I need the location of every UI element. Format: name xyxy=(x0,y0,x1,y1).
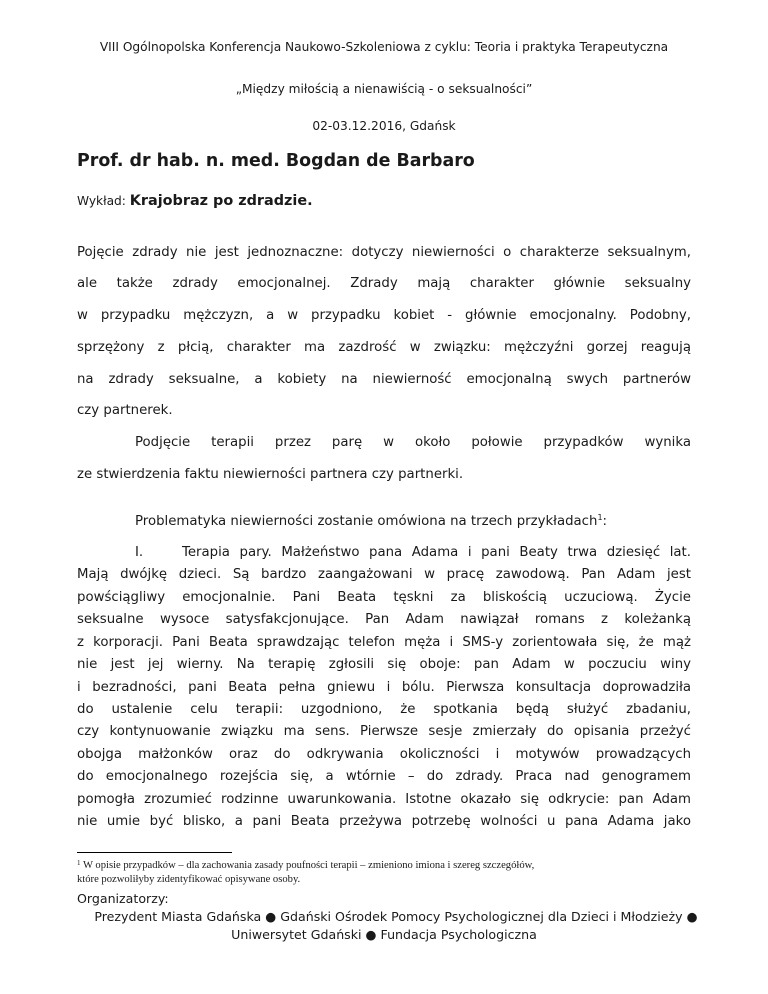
paragraph-line: seksualne wysoce satysfakcjonujące. Pan Adam nawiązał romans z koleżanką xyxy=(77,612,691,628)
footnote-ref: 1 xyxy=(597,513,603,522)
intro-end: : xyxy=(602,514,608,529)
paragraph-line: Mają dwójkę dzieci. Są bardzo zaangażowani w pracę zawodową. Pan Adam jest xyxy=(77,567,691,583)
paragraph-line: pomogła zrozumieć rodzinne uwarunkowania. Istotne okazało się odkrycie: pan Adam xyxy=(77,791,691,807)
paragraph-line: w przypadku mężczyzn, a w przypadku kobiet - głównie emocjonalny. Podobny, xyxy=(77,308,691,323)
lecture-title: Krajobraz po zdradzie. xyxy=(129,193,313,209)
paragraph-line: czy partnerek. xyxy=(77,403,173,418)
paragraph-line: i bezradności, pani Beata pełna gniewu i bólu. Pierwsza konsultacja doprowadziła xyxy=(77,679,691,695)
intro-text: Problematyka niewierności zostanie omówiona na trzech przykładach xyxy=(135,514,598,529)
paragraph-line: do ustalenie celu terapii: uzgodniono, że spotkania będą służyć zbadaniu, xyxy=(77,701,691,717)
organizers-label: Organizatorzy: xyxy=(77,891,169,906)
paragraph-line: do emocjonalnego rozejścia się, a wtórnie – do zdrady. Praca nad genogramem xyxy=(77,769,691,785)
paragraph-line: sprzężony z płcią, charakter ma zazdrość w związku: mężczyźni gorzej reagują xyxy=(77,340,691,355)
footnote-line: które pozwoliłyby zidentyfikować opisywane osoby. xyxy=(77,874,301,885)
conference-header: VIII Ogólnopolska Konferencja Naukowo-Szkoleniowa z cyklu: Teoria i praktyka Terapeutyczna xyxy=(99,40,669,54)
paragraph-intro xyxy=(135,513,749,529)
footnote-line xyxy=(77,859,717,871)
paragraph-line: Pojęcie zdrady nie jest jednoznaczne: dotyczy niewierności o charakterze seksualnym, xyxy=(77,245,691,260)
footnote-text: W opisie przypadków – dla zachowania zasady poufności terapii – zmieniono imiona i szereg szczegółów, xyxy=(82,860,535,871)
lecture-line xyxy=(77,193,313,209)
case-number: I. xyxy=(135,545,144,560)
conference-theme: „Między miłością a nienawiścią - o seksualności” xyxy=(235,82,533,96)
organizers-line: Uniwersytet Gdański ● Fundacja Psychologiczna xyxy=(231,927,537,942)
paragraph-line: ale także zdrady emocjonalnej. Zdrady mają charakter głównie seksualny xyxy=(77,276,691,291)
paragraph-line: ze stwierdzenia faktu niewierności partnera czy partnerki. xyxy=(77,467,464,482)
footnote-divider xyxy=(77,852,232,853)
paragraph-line: obojga małżonków oraz do odkrywania okoliczności i motywów prowadzących xyxy=(77,746,691,762)
paragraph-line: Podjęcie terapii przez parę w około połowie przypadków wynika xyxy=(135,435,691,450)
paragraph-line: powściągliwy emocjonalnie. Pani Beata tęskni za bliskością uczuciową. Życie xyxy=(77,589,691,605)
speaker-name: Prof. dr hab. n. med. Bogdan de Barbaro xyxy=(77,151,475,171)
footnote-mark: 1 xyxy=(77,859,81,867)
paragraph-line: nie jest jej wierny. Na terapię zgłosili się oboje: pan Adam w poczuciu winy xyxy=(77,657,691,673)
lecture-label: Wykład: xyxy=(77,194,126,208)
organizers-line: Prezydent Miasta Gdańska ● Gdański Ośrodek Pomocy Psychologicznej dla Dzieci i Młodzieży ● xyxy=(94,909,698,924)
paragraph-line: czy kontynuowanie związku ma sens. Pierwsze sesje zmierzały do opisania przeżyć xyxy=(77,724,691,740)
paragraph-line: na zdrady seksualne, a kobiety na niewierność emocjonalną swych partnerów xyxy=(77,372,691,387)
paragraph-line: z korporacji. Pani Beata sprawdzając telefon męża i SMS-y zorientowała się, że mąż xyxy=(77,634,691,650)
paragraph-line: nie umie być blisko, a pani Beata przeżywa potrzebę wolności u pana Adama jako xyxy=(77,814,691,829)
paragraph-line: Terapia pary. Małżeństwo pana Adama i pani Beaty trwa dziesięć lat. xyxy=(182,545,691,560)
conference-date-place: 02-03.12.2016, Gdańsk xyxy=(312,119,456,133)
